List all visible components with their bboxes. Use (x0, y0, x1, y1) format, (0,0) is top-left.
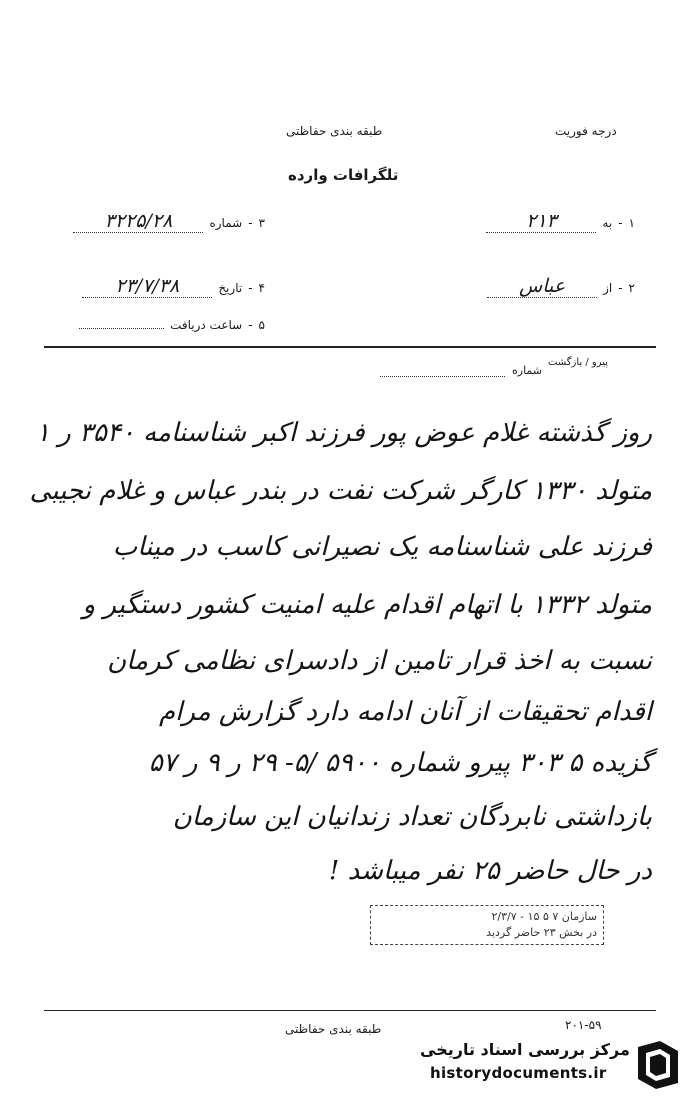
body-line: بازداشتی نابردگان تعداد زندانیان این سازمان (172, 802, 652, 832)
body-line: متولد ۱۳۳۰ کارگر شرکت نفت در بندر عباس و غلام نجیبی (29, 476, 652, 506)
field-to-number: ۱ (628, 216, 635, 230)
field-date: ۴ - تاریخ ۲۳/۷/۳۸ (45, 275, 265, 298)
field-date-value: ۲۳/۷/۳۸ (82, 275, 212, 298)
field-from: ۲ - از عباس (455, 275, 635, 298)
reference-label: پیرو / بازگشت (548, 357, 609, 368)
footer-classification-label: طبقه بندی حفاظتی (285, 1022, 382, 1036)
field-received-time: ۵ - ساعت دریافت (45, 318, 265, 332)
footer-divider (44, 1010, 656, 1011)
watermark-url[interactable]: historydocuments.ir (430, 1064, 607, 1082)
field-received-time-number: ۵ (258, 318, 265, 332)
field-date-number: ۴ (258, 281, 265, 295)
field-received-time-label: ساعت دریافت (170, 318, 243, 332)
header-divider (44, 346, 656, 348)
archive-logo-icon (630, 1037, 685, 1092)
field-from-label: از (603, 281, 613, 295)
body-line: روز گذشته غلام عوض پور فرزند اکبر شناسنامه ۳۵۴۰ ر ۱ (35, 418, 652, 448)
field-number-number: ۳ (258, 216, 265, 230)
body-line: اقدام تحقیقات از آنان ادامه دارد گزارش مرام (159, 697, 652, 727)
field-date-label: تاریخ (218, 281, 243, 295)
stamp-line-1: سازمان ۷ ۵ ۱۵ - ۲/۳/۷ (491, 910, 597, 923)
field-number-label: شماره (209, 216, 243, 230)
watermark-title: مرکز بررسی اسناد تاریخی (420, 1040, 630, 1059)
field-from-number: ۲ (628, 281, 635, 295)
received-stamp (370, 905, 604, 945)
urgency-label: درجه فوریت (555, 124, 617, 138)
reference-number-dots (380, 376, 505, 377)
body-line: در حال حاضر ۲۵ نفر میباشد ! (328, 856, 652, 886)
document-title: تلگرافات وارده (288, 166, 399, 184)
classification-label: طبقه بندی حفاظتی (286, 124, 383, 138)
body-line: گزیده ۵ ۳۰۳ پیرو شماره ۵۹۰۰ /۵- ۲۹ ر ۹ ر ۵۷ (148, 748, 652, 778)
field-from-value: عباس (487, 275, 597, 298)
field-number-value: ۳۲۲۵/۲۸ (73, 210, 203, 233)
document-number: ۲۰۱-۵۹ (565, 1018, 602, 1032)
body-line: متولد ۱۳۳۲ با اتهام اقدام علیه امنیت کشور دستگیر و (82, 590, 652, 620)
field-to: ۱ - به ۲۱۳ (455, 210, 635, 233)
field-number: ۳ - شماره ۳۲۲۵/۲۸ (45, 210, 265, 233)
body-line: فرزند علی شناسنامه یک نصیرانی کاسب در میناب (112, 532, 652, 562)
stamp-line-2: در بخش ۲۳ حاضر گردید (486, 926, 597, 939)
body-line: نسبت به اخذ قرار تامین از دادسرای نظامی کرمان (107, 646, 652, 676)
field-received-time-value (79, 328, 164, 329)
reference-number-label: شماره (512, 364, 543, 377)
field-to-label: به (602, 216, 613, 230)
field-to-value: ۲۱۳ (486, 210, 596, 233)
